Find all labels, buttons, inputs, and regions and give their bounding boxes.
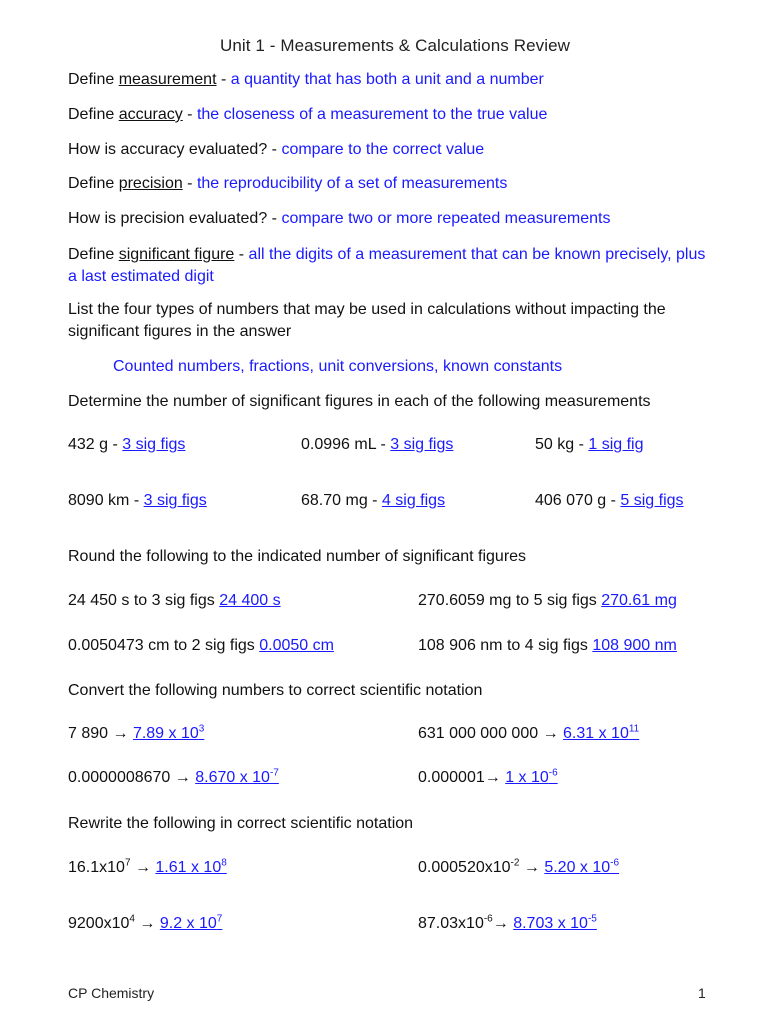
convert-heading: Convert the following numbers to correct scientific notation	[68, 682, 483, 699]
rewrite-item	[68, 913, 222, 935]
question-exponent: 7	[124, 857, 131, 869]
definition-term: significant figure	[118, 246, 235, 263]
answer-base: 1 x 10	[505, 769, 549, 786]
answer-exponent: 7	[216, 913, 223, 925]
question-text: How is accuracy evaluated? -	[68, 141, 282, 158]
item-answer: 3 sig figs	[390, 436, 454, 453]
definition-separator: -	[182, 175, 197, 192]
convert-item	[68, 723, 204, 745]
definition-answer: all the digits of a measurement that can be known precisely, plus a last estimated digit	[68, 246, 706, 285]
item-answer	[513, 915, 597, 932]
item-question: 406 070 g -	[535, 492, 621, 509]
item-answer: 5 sig figs	[620, 492, 684, 509]
definition-prefix: Define	[68, 246, 119, 263]
item-question: 0.0996 mL -	[301, 436, 391, 453]
definition-significant-figure	[68, 244, 718, 288]
item-answer: 3 sig figs	[143, 492, 207, 509]
item-question: 270.6059 mg to 5 sig figs	[418, 592, 602, 609]
sig-figs-heading: Determine the number of significant figures in each of the following measurements	[68, 393, 651, 410]
item-answer: 24 400 s	[219, 592, 281, 609]
rewrite-item	[418, 913, 597, 935]
page-title: Unit 1 - Measurements & Calculations Review	[219, 36, 571, 55]
convert-item	[68, 767, 279, 789]
definition-answer: the reproducibility of a set of measurements	[196, 175, 508, 192]
answer-exponent: -7	[269, 767, 279, 779]
definition-separator: -	[182, 106, 197, 123]
question-exponent: -6	[483, 913, 493, 925]
answer-base: 6.31 x 10	[563, 725, 629, 742]
sig-fig-item	[301, 434, 453, 456]
rounding-item	[418, 635, 677, 657]
item-question: 631 000 000 000 →	[418, 725, 564, 742]
item-question: 7 890 →	[68, 725, 133, 742]
item-question: 68.70 mg -	[301, 492, 382, 509]
definition-accuracy	[68, 104, 547, 126]
answer-exponent: 3	[198, 723, 205, 735]
question-text: How is precision evaluated? -	[68, 210, 282, 227]
four-types-question: List the four types of numbers that may be used in calculations without impacting the significant figures in the answer	[68, 301, 666, 340]
item-question: 0.0050473 cm to 2 sig figs	[68, 637, 260, 654]
rounding-heading: Round the following to the indicated number of significant figures	[68, 548, 527, 565]
rounding-item	[418, 590, 677, 612]
rewrite-heading: Rewrite the following in correct scientific notation	[68, 815, 414, 832]
sig-fig-item	[535, 434, 644, 456]
definition-precision	[68, 173, 507, 195]
answer-exponent: -6	[548, 767, 558, 779]
sig-fig-item	[535, 490, 684, 512]
definition-term: precision	[118, 175, 183, 192]
answer-exponent: -6	[610, 857, 620, 869]
question-base: 87.03x10	[418, 915, 484, 932]
definition-prefix: Define	[68, 175, 119, 192]
item-answer: 0.0050 cm	[259, 637, 334, 654]
item-answer	[133, 725, 204, 742]
question-answer: compare to the correct value	[281, 141, 485, 158]
question-precision-evaluated	[68, 208, 610, 230]
definition-measurement	[68, 69, 544, 91]
arrow: →	[492, 915, 514, 932]
answer-base: 9.2 x 10	[159, 915, 217, 932]
rewrite-item	[68, 857, 227, 879]
item-answer	[160, 915, 223, 932]
question-base: 0.000520x10	[418, 859, 511, 876]
answer-base: 8.703 x 10	[513, 915, 588, 932]
definition-term: measurement	[118, 71, 217, 88]
item-answer	[544, 859, 619, 876]
arrow: →	[130, 859, 156, 876]
arrow: →	[134, 915, 160, 932]
item-question: 24 450 s to 3 sig figs	[68, 592, 220, 609]
definition-answer: the closeness of a measurement to the true value	[196, 106, 548, 123]
item-question: 8090 km -	[68, 492, 144, 509]
convert-item	[418, 723, 639, 745]
convert-item	[418, 767, 558, 789]
answer-base: 7.89 x 10	[132, 725, 199, 742]
footer-page-number: 1	[698, 985, 706, 1001]
answer-base: 1.61 x 10	[155, 859, 222, 876]
question-exponent: -2	[510, 857, 520, 869]
item-answer	[155, 859, 226, 876]
item-answer	[505, 769, 558, 786]
four-types-answer: Counted numbers, fractions, unit conversions, known constants	[113, 358, 563, 375]
question-exponent: 4	[129, 913, 135, 925]
footer-course: CP Chemistry	[68, 985, 155, 1001]
item-answer: 270.61 mg	[601, 592, 677, 609]
item-answer: 1 sig fig	[588, 436, 644, 453]
question-accuracy-evaluated	[68, 139, 484, 161]
answer-base: 5.20 x 10	[544, 859, 611, 876]
question-answer: compare two or more repeated measurements	[281, 210, 611, 227]
item-question: 432 g -	[68, 436, 123, 453]
item-answer: 3 sig figs	[122, 436, 186, 453]
item-answer	[195, 769, 279, 786]
sig-fig-item	[301, 490, 445, 512]
definition-separator: -	[234, 246, 249, 263]
arrow: →	[519, 859, 545, 876]
rewrite-item	[418, 857, 619, 879]
answer-base: 8.670 x 10	[195, 769, 270, 786]
question-base: 16.1x10	[68, 859, 125, 876]
definition-prefix: Define	[68, 71, 119, 88]
answer-exponent: 11	[628, 723, 640, 735]
item-answer	[563, 725, 639, 742]
answer-exponent: 8	[221, 857, 227, 869]
sig-fig-item	[68, 490, 207, 512]
rounding-item	[68, 590, 281, 612]
item-answer: 108 900 nm	[592, 637, 677, 654]
definition-answer: a quantity that has both a unit and a number	[230, 71, 544, 88]
answer-exponent: -5	[587, 913, 597, 925]
item-question: 50 kg -	[535, 436, 589, 453]
sig-fig-item	[68, 434, 185, 456]
definition-separator: -	[216, 71, 231, 88]
item-question: 0.000001→	[418, 769, 506, 786]
item-question: 0.0000008670 →	[68, 769, 196, 786]
rounding-item	[68, 635, 334, 657]
item-question: 108 906 nm to 4 sig figs	[418, 637, 593, 654]
definition-term: accuracy	[118, 106, 183, 123]
definition-prefix: Define	[68, 106, 119, 123]
item-answer: 4 sig figs	[381, 492, 446, 509]
question-base: 9200x10	[68, 915, 130, 932]
